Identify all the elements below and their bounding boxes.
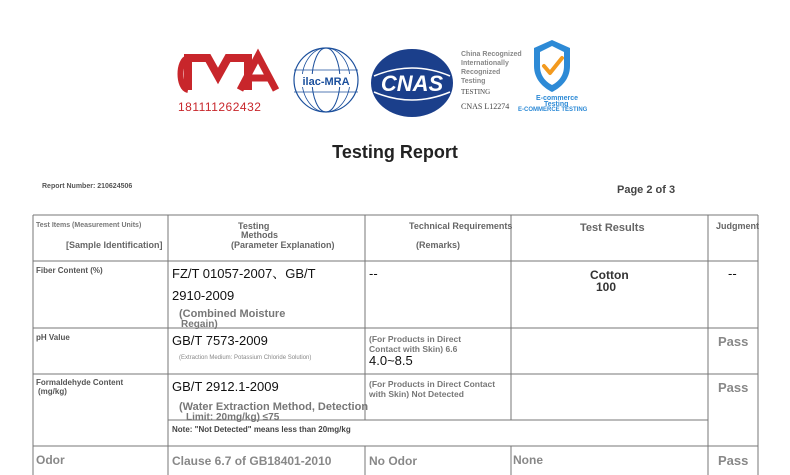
- row-fiber-judgment: --: [728, 266, 737, 281]
- header-col2-line3: (Parameter Explanation): [231, 240, 335, 250]
- row-ph-param: (Extraction Medium: Potassium Chloride Solution): [179, 355, 312, 361]
- row-fiber-label: Fiber Content (%): [36, 266, 103, 275]
- row-fiber-requirement: --: [369, 266, 378, 281]
- ilac-text: ilac-MRA: [302, 76, 350, 88]
- ecommerce-line1: E-commerce: [536, 95, 579, 102]
- row-fiber-method-line2: 2910-2009: [172, 288, 235, 303]
- row-formaldehyde-req-line1: (For Products in Direct Contact: [369, 379, 496, 389]
- row-ph-req-line1: (For Products in Direct: [369, 334, 462, 344]
- cnas-line4: Testing: [461, 78, 486, 85]
- cnas-line3: Recognized: [461, 69, 501, 76]
- row-ph-req-line2: Contact with Skin) 6.6: [369, 344, 458, 354]
- page-number: Page 2 of 3: [617, 184, 676, 196]
- report-title: Testing Report: [332, 142, 458, 162]
- row-fiber-method-line1: FZ/T 01057-2007、GB/T: [172, 266, 316, 281]
- row-ph-method: GB/T 7573-2009: [172, 333, 268, 348]
- cnas-line5: TESTING: [461, 88, 491, 96]
- row-formaldehyde-label-line2: (mg/kg): [38, 387, 67, 396]
- cnas-text: CNAS: [380, 71, 444, 96]
- row-fiber-result-line2: 100: [596, 280, 617, 294]
- header-col3-line1: Technical Requirements: [409, 221, 513, 231]
- row-fiber-param-line2: Regain): [181, 319, 218, 330]
- row-formaldehyde-label-line1: Formaldehyde Content: [36, 378, 124, 387]
- row-ph-label: pH Value: [36, 333, 70, 342]
- header-col1-line1: Test Items (Measurement Units): [36, 222, 142, 229]
- row-ph-req-line3: 4.0~8.5: [369, 353, 413, 368]
- report-number: Report Number: 210624506: [42, 183, 133, 190]
- row-fiber-result-line1: Cotton: [590, 268, 629, 282]
- cnas-line1: China Recognized: [461, 51, 522, 58]
- row-odor-result: None: [513, 453, 543, 467]
- row-formaldehyde-param-line2: Limit: 20mg/kg) ≤75: [186, 412, 280, 423]
- row-formaldehyde-judgment: Pass: [718, 380, 749, 395]
- row-odor-requirement: No Odor: [369, 454, 417, 468]
- header-col2-line1: Testing: [238, 221, 270, 231]
- row-formaldehyde-req-line2: with Skin) Not Detected: [369, 389, 464, 399]
- cma-number: 181111262432: [178, 100, 262, 114]
- cnas-line2: Internationally: [461, 60, 509, 67]
- header-col5: Judgment: [716, 221, 760, 231]
- row-odor-label: Odor: [36, 453, 65, 467]
- row-ph-judgment: Pass: [718, 334, 749, 349]
- row-formaldehyde-note: Note: "Not Detected" means less than 20mg/kg: [172, 425, 351, 434]
- row-formaldehyde-method: GB/T 2912.1-2009: [172, 379, 279, 394]
- cnas-line6: CNAS L12274: [461, 102, 510, 111]
- header-col2-line2: Methods: [241, 230, 278, 240]
- header-col4: Test Results: [580, 222, 645, 234]
- row-odor-judgment: Pass: [718, 453, 749, 468]
- ecommerce-line3: E-COMMERCE TESTING: [518, 107, 588, 113]
- row-formaldehyde-param-line1: (Water Extraction Method, Detection: [179, 401, 369, 413]
- header-col1-line2: [Sample Identification]: [66, 240, 163, 250]
- header-col3-line2: (Remarks): [416, 240, 461, 250]
- row-fiber-param-line1: (Combined Moisture: [179, 308, 286, 320]
- ecommerce-line2: Testing: [544, 101, 569, 108]
- row-odor-method: Clause 6.7 of GB18401-2010: [172, 454, 332, 468]
